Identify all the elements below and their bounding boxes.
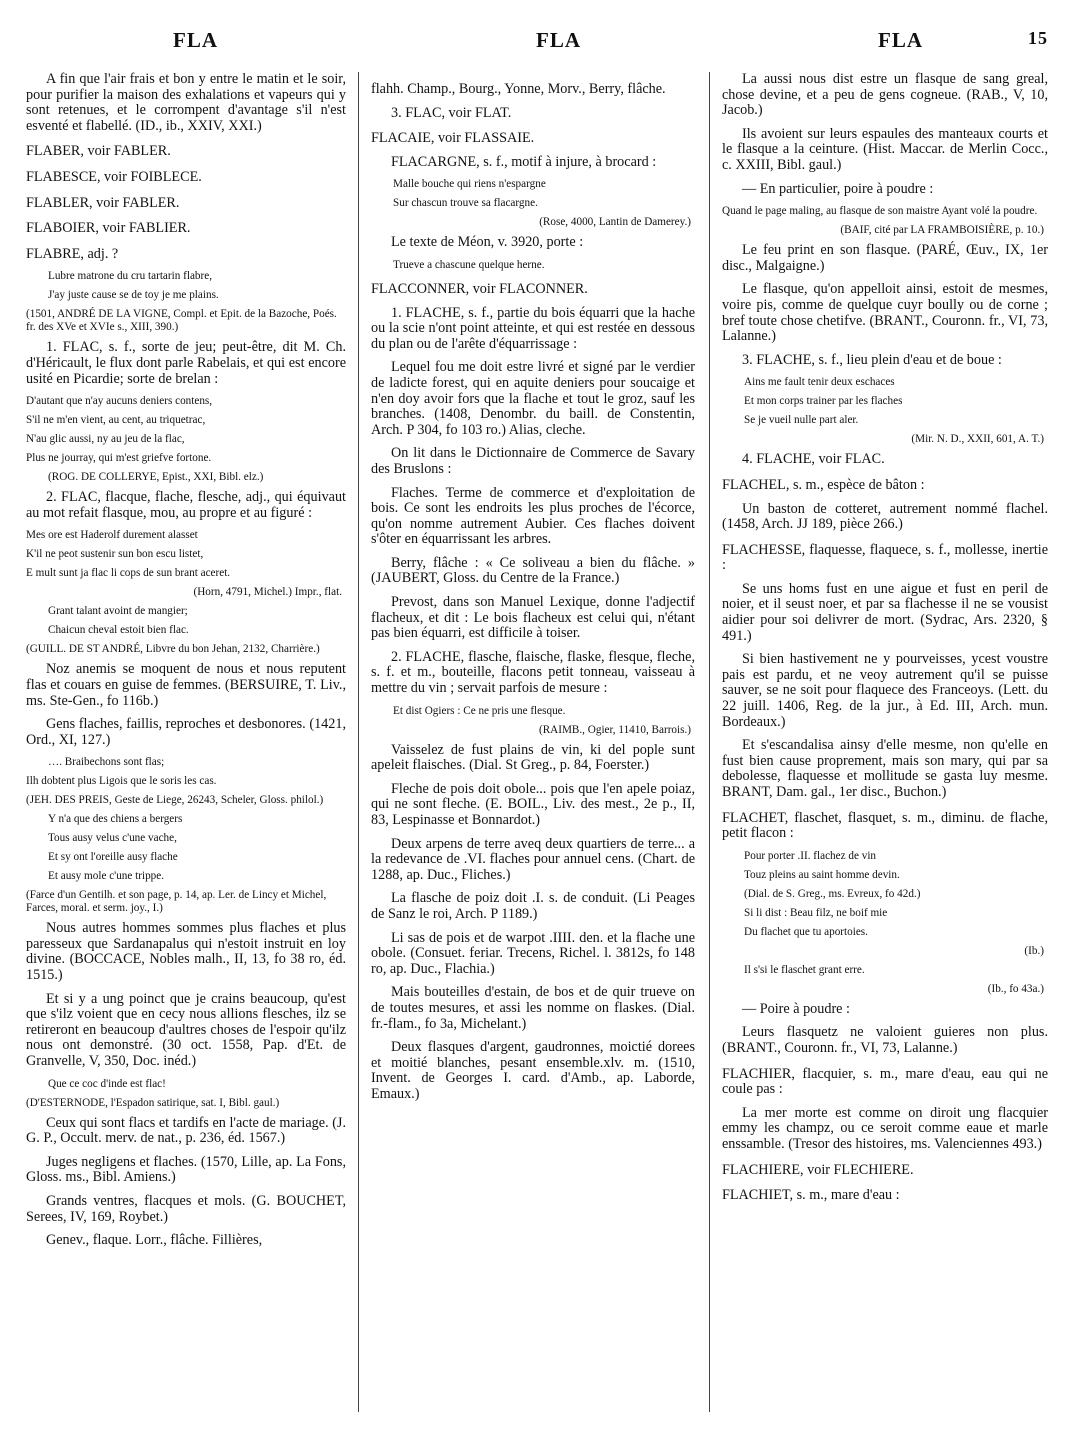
entry-paragraph: FLABESCE, voir FOIBLECE.: [26, 168, 202, 185]
text-paragraph: Deux flasques d'argent, gaudronnes, moictié dorees et moitié blanches, pesant ensemble.xlv. m. (1510, Invent. de Georges I. card. d'Amb., ap. Laborde, Emaux.): [371, 1039, 695, 1102]
column-right: [722, 72, 1048, 1212]
text-paragraph: Un baston de cotteret, autrement nommé flachel. (1458, Arch. JJ 189, pièce 266.): [722, 500, 1048, 533]
entry-paragraph: flahh. Champ., Bourg., Yonne, Morv., Berry, flâche.: [371, 81, 666, 97]
running-head-left: FLA: [173, 28, 218, 52]
text-paragraph: Nous autres hommes sommes plus flaches et plus paresseux que Sardanapalus qui n'estoit instruit en loy divine. (BOCCACE, Nobles malh., II, 13, fo 38 ro, éd. 1515.): [26, 920, 346, 984]
text-paragraph: Li sas de pois et de warpot .IIII. den. et la flache une obole. (Consuet. feriar. Trecens, Richel. l. 3812s, fo 148 ro, ap. Duc., Flachia.): [371, 929, 695, 977]
text-paragraph: Juges negligens et flaches. (1570, Lille, ap. La Fons, Gloss. ms., Bibl. Amiens.): [26, 1153, 346, 1186]
quotation-line: (Horn, 4791, Michel.) Impr., flat.: [193, 586, 342, 599]
entry-paragraph: FLABER, voir FABLER.: [26, 143, 171, 160]
text-paragraph: Le flasque, qu'on appelloit ainsi, estoit de mesmes, voire pis, comme de quelque cuyr boully ou de corne ; bref toute chose chetifve. (BRANT., Couronn. fr., VI, 73, Lalanne.): [722, 281, 1048, 345]
quotation-line: Malle bouche qui riens n'espargne: [393, 178, 546, 191]
quotation-line: (Dial. de S. Greg., ms. Evreux, fo 42d.): [744, 887, 921, 900]
text-paragraph: Si bien hastivement ne y pourveisses, ycest voustre pais est pardu, et ne veoy autrement qu'il se puisse sauver, se ne soit pour flaquece des Franceoys. (Lett. du 22 juill. 1406, Reg. de la jur., à Ed. III, Arch. mun. Bordeaux.): [722, 651, 1048, 730]
quotation-line: (Rose, 4000, Lantin de Damerey.): [539, 216, 691, 229]
quotation-line: (D'ESTERNODE, l'Espadon satirique, sat. I, Bibl. gaul.): [26, 1096, 280, 1109]
text-paragraph: Ceux qui sont flacs et tardifs en l'acte de mariage. (J. G. P., Occult. merv. de nat., p. 236, éd. 1567.): [26, 1114, 346, 1147]
text-paragraph: Leurs flasquetz ne valoient guieres non plus. (BRANT., Couronn. fr., VI, 73, Lalanne.): [722, 1024, 1048, 1056]
text-paragraph: Gens flaches, faillis, reproches et desbonores. (1421, Ord., XI, 127.): [26, 716, 346, 748]
quotation-line: (RAIMB., Ogier, 11410, Barrois.): [538, 723, 691, 736]
running-head-center: FLA: [536, 28, 581, 52]
quotation-line: Si li dist : Beau filz, ne boif mie: [744, 906, 888, 919]
entry-paragraph: FLABOIER, voir FABLIER.: [26, 220, 191, 237]
text-paragraph: Et si y a ung poinct que je crains beaucoup, qu'est que s'ilz voient que en cecy nous allions flesches, ilz se retireront en beaucoup d'aultres choses de l'espoir qu'ilz nous ont demonstré. (30 oct. 1558, Pap. d'Et. de Granvelle, V, 350, Doc. inéd.): [26, 990, 346, 1070]
quotation-line: Et dist Ogiers : Ce ne pris une flesque.: [393, 704, 566, 717]
quotation-line: N'au glic aussi, ny au jeu de la flac,: [26, 433, 185, 446]
quotation-line: Se je vueil nulle part aler.: [744, 414, 859, 427]
text-paragraph: 3. FLACHE, s. f., lieu plein d'eau et de boue :: [742, 351, 1002, 368]
quotation-line: Y n'a que des chiens a bergers: [48, 813, 183, 826]
quotation-line: Sur chascun trouve sa flacargne.: [393, 197, 538, 210]
text-paragraph: Noz anemis se moquent de nous et nous reputent flas et couars en guise de femmes. (BERSUIRE, T. Liv., ms. Ste-Gen., fo 116b.): [26, 661, 346, 709]
quotation-line: S'il ne m'en vient, au cent, au triquetrac,: [26, 414, 206, 427]
quotation-line: (GUILL. DE ST ANDRÉ, Libvre du bon Jehan, 2132, Charrière.): [26, 643, 320, 656]
quotation-line: Plus ne jourray, qui m'est griefve fortone.: [26, 452, 212, 465]
quotation-line: Que ce coc d'inde est flac!: [48, 1077, 166, 1090]
page-number: 15: [1028, 28, 1048, 48]
quotation-line: (Ib., fo 43a.): [987, 982, 1044, 995]
quotation-line: Et ausy mole c'une trippe.: [48, 870, 165, 883]
text-paragraph: Grands ventres, flacques et mols. (G. BOUCHET, Serees, IV, 169, Roybet.): [26, 1193, 346, 1225]
quotation-line: Pour porter .II. flachez de vin: [744, 849, 877, 862]
quotation-line: Touz pleins au saint homme devin.: [744, 868, 900, 881]
quotation-line: Ains me fault tenir deux eschaces: [744, 376, 895, 389]
text-paragraph: La aussi nous dist estre un flasque de sang greal, chose devine, et a peu de gens cogneue. (RAB., V, 10, Jacob.): [722, 71, 1048, 119]
text-paragraph: 3. FLAC, voir FLAT.: [391, 104, 512, 121]
quotation-line: (1501, ANDRÉ DE LA VIGNE, Compl. et Epit. de la Bazoche, Poés. fr. des XVe et XVIe s., XIII, 390.): [26, 308, 337, 334]
text-paragraph: Genev., flaque. Lorr., flâche. Fillières,: [46, 1232, 263, 1249]
text-paragraph: — En particulier, poire à poudre :: [742, 180, 934, 197]
text-paragraph: 1. FLAC, s. f., sorte de jeu; peut-être, dit M. Ch. d'Héricault, le flux dont parle Rabelais, et qui est encore usité en Picardie; sorte de brelan :: [26, 339, 346, 387]
quotation-line: Il s'si le flaschet grant erre.: [744, 963, 865, 976]
quotation-line: (JEH. DES PREIS, Geste de Liege, 26243, Scheler, Gloss. philol.): [26, 794, 324, 807]
entry-paragraph: FLACCONNER, voir FLACONNER.: [371, 280, 588, 297]
quotation-line: (Ib.): [1024, 944, 1044, 957]
quotation-line: (BAIF, cité par LA FRAMBOISIÈRE, p. 10.): [840, 224, 1044, 237]
text-paragraph: Se uns homs fust en une aigue et fust en peril de noier, et il seust noer, et par sa flachesse il ne se vousist aidier pour soi delivrer de mort. (Sydrac, Ars. 2320, § 491.): [722, 580, 1048, 644]
quotation-line: Ilh dobtent plus Ligois que le soris les cas.: [26, 775, 217, 788]
quotation-line: Quand le page maling, au flasque de son maistre Ayant volé la poudre.: [722, 205, 1038, 218]
text-paragraph: Le feu print en son flasque. (PARÉ, Œuv., IX, 1er disc., Malgaigne.): [722, 242, 1048, 274]
text-paragraph: Le texte de Méon, v. 3920, porte :: [391, 234, 584, 251]
entry-paragraph: FLACHIET, s. m., mare d'eau :: [722, 1187, 900, 1204]
text-paragraph: Deux arpens de terre aveq deux quartiers de terre... a la redevance de .VI. flaches pour annuel cens. (Chart. de 1288, ap. Duc., Fliches.): [371, 835, 695, 883]
quotation-line: J'ay juste cause se de toy je me plains.: [48, 289, 219, 302]
entry-paragraph: FLABLER, voir FABLER.: [26, 194, 180, 211]
quotation-line: K'il ne peot sustenir sun bon escu listet,: [26, 548, 204, 561]
text-paragraph: La flasche de poiz doit .I. s. de conduit. (Li Peages de Sanz le roi, Arch. P 1189.): [371, 890, 695, 922]
text-paragraph: On lit dans le Dictionnaire de Commerce de Savary des Bruslons :: [371, 445, 695, 477]
quotation-line: Et mon corps trainer par les flaches: [744, 395, 903, 408]
text-paragraph: Flaches. Terme de commerce et d'exploitation de bois. Ce sont les endroits les plus proches de l'écorce, qu'on nomme autrement Aubier. Ces flaches doivent s'ôter en équarrissant les arbres.: [371, 484, 695, 548]
entry-paragraph: FLACAIE, voir FLASSAIE.: [371, 130, 535, 147]
entry-paragraph: FLACHET, flaschet, flasquet, s. m., diminu. de flache, petit flacon :: [722, 809, 1048, 842]
quotation-line: Tous ausy velus c'une vache,: [48, 832, 177, 845]
text-paragraph: Prevost, dans son Manuel Lexique, donne l'adjectif flacheux, et dit : Le bois flacheux est celui qui, n'étant pas bien équarri, est difficile à toiser.: [371, 594, 695, 642]
quotation-line: (Mir. N. D., XXII, 601, A. T.): [911, 433, 1044, 446]
text-paragraph: Mais bouteilles d'estain, de bos et de quir trueve on de toutes mesures, et assi les nomme on flaskes. (Dial. fr.-flam., fo 3a, Michelant.): [371, 984, 695, 1032]
entry-paragraph: FLABRE, adj. ?: [26, 245, 119, 262]
quotation-line: Mes ore est Haderolf durement alasset: [26, 529, 198, 542]
column-left: [26, 72, 346, 1257]
running-head-right: FLA: [878, 28, 923, 52]
quotation-line: Grant talant avoint de mangier;: [48, 605, 188, 618]
quotation-line: Du flachet que tu aportoies.: [744, 925, 868, 938]
text-paragraph: Fleche de pois doit obole... pois que l'en apele poiaz, qui ne sont fleche. (E. BOIL., Liv. des mest., 2e p., II, 83, Lespinasse et Bonnardot.): [371, 780, 695, 828]
quotation-line: E mult sunt ja flac li cops de sun brant aceret.: [26, 567, 231, 580]
text-paragraph: FLACARGNE, s. f., motif à injure, à brocard :: [391, 153, 657, 170]
column-middle: [371, 72, 695, 1111]
text-paragraph: 2. FLAC, flacque, flache, flesche, adj., qui équivaut au mot refait flasque, mou, au propre et au figuré :: [26, 489, 346, 521]
entry-paragraph: FLACHIER, flacquier, s. m., mare d'eau, eau qui ne coule pas :: [722, 1065, 1048, 1098]
quotation-line: Chaicun cheval estoit bien flac.: [48, 624, 189, 637]
quotation-line: (Farce d'un Gentilh. et son page, p. 14, ap. Ler. de Lincy et Michel, Farces, moral. et serm. joy., I.): [26, 889, 327, 915]
quotation-line: (ROG. DE COLLERYE, Epist., XXI, Bibl. elz.): [48, 471, 264, 484]
quotation-line: D'autant que n'ay aucuns deniers contens,: [26, 395, 213, 408]
column-rule-right: [709, 72, 710, 1412]
text-paragraph: Vaisselez de fust plains de vin, ki del pople sunt apeleit flaisches. (Dial. St Greg., p. 84, Foerster.): [371, 741, 695, 774]
text-paragraph: Ils avoient sur leurs espaules des manteaux courts et le flasque a la ceinture. (Hist. Maccar. de Merlin Cocc., c. XXIII, Bibl. gaul.): [722, 125, 1048, 173]
quotation-line: …. Braibechons sont flas;: [48, 756, 165, 769]
text-paragraph: Berry, flâche : « Ce soliveau a bien du flâche. » (JAUBERT, Gloss. du Centre de la France.): [371, 554, 695, 587]
column-rule-left: [358, 72, 359, 1412]
text-paragraph: 2. FLACHE, flasche, flaische, flaske, flesque, fleche, s. f. et m., bouteille, flacons petit tonneau, vaisseau à mettre du vin ; servait parfois de mesure :: [371, 648, 695, 697]
quotation-line: Lubre matrone du cru tartarin flabre,: [48, 270, 213, 283]
text-paragraph: 4. FLACHE, voir FLAC.: [742, 451, 885, 468]
quotation-line: Et sy ont l'oreille ausy flache: [48, 851, 178, 864]
text-paragraph: A fin que l'air frais et bon y entre le matin et le soir, pour purifier la maison des exhalations et vapeurs qui y sont retenues, et le corrompent d'avantage s'il n'est esventé et flabellé. (ID., ib., XXIV, XXI.): [26, 71, 346, 134]
text-paragraph: La mer morte est comme on diroit ung flacquier emmy les champz, ou ce seroit comme eaue et marle enssamble. (Tresor des histoires, ms. Valenciennes 493.): [722, 1104, 1048, 1152]
entry-paragraph: FLACHIERE, voir FLECHIERE.: [722, 1161, 914, 1178]
entry-paragraph: FLACHESSE, flaquesse, flaquece, s. f., mollesse, inertie :: [722, 541, 1048, 574]
entry-paragraph: FLACHEL, s. m., espèce de bâton :: [722, 476, 925, 493]
quotation-line: Trueve a chascune quelque herne.: [393, 258, 545, 271]
text-paragraph: 1. FLACHE, s. f., partie du bois équarri que la hache ou la scie n'ont point atteinte, et qui est restée en dessous du plan ou de l'arête d'équarrissage :: [371, 304, 695, 352]
text-paragraph: Lequel fou me doit estre livré et signé par le verdier de ladicte forest, qui en aquite deniers pour soucaige et n'en doy avoir fors que la flache et tout le groz, sauf les branches. (1408, Denombr. du baill. de Constentin, Arch. P 304, fo 103 ro.) Alias, cleche.: [371, 359, 695, 438]
text-paragraph: Et s'escandalisa ainsy d'elle mesme, non qu'elle en fust bien cause proprement, mais son mary, qui par sa debolesse, flaquesse et mollitude se gasta luy mesme. BRANT, Dam. gal., 1er disc., Buchon.): [722, 737, 1048, 800]
text-paragraph: — Poire à poudre :: [742, 1000, 850, 1017]
